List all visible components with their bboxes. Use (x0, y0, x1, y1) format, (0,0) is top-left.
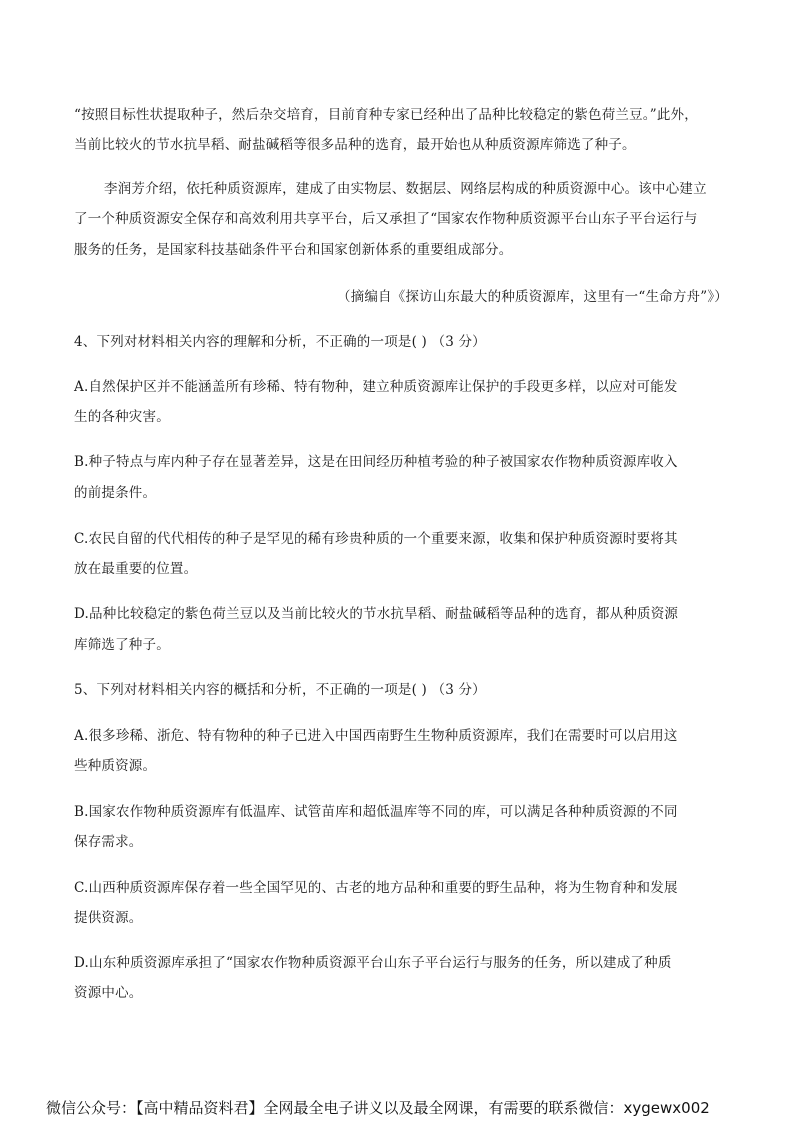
footer-promo-text: 微信公众号：【高中精品资料君】全网最全电子讲义以及最全网课，有需要的联系微信：xygewx002 (46, 1099, 710, 1117)
q5-option-a-line1: A.很多珍稀、浙危、特有物种的种子已进入中国西南野生生物种质资源库，我们在需要时可以启用这 (74, 728, 678, 744)
passage-p1-line1: “按照目标性状提取种子，然后杂交培育，目前育种专家已经种出了品种比较稳定的紫色荷兰豆。”此外， (74, 107, 698, 123)
q4-option-d-line2: 库筛选了种子。 (74, 637, 170, 653)
q5-option-a-line2: 些种质资源。 (74, 758, 157, 774)
q5-option-c-line1: C.山西种质资源库保存着一些全国罕见的、古老的地方品种和重要的野生品种，将为生物育种和发展 (74, 880, 678, 896)
q4-option-a-line2: 生的各种灾害。 (74, 409, 170, 425)
q5-option-d-line2: 资源中心。 (74, 985, 143, 1001)
passage-p2-line1: 李润芳介绍，依托种质资源库，建成了由实物层、数据层、网络层构成的种质资源中心。该中心建立 (104, 181, 707, 197)
q4-option-a-line1: A.自然保护区并不能涵盖所有珍稀、特有物种，建立种质资源库让保护的手段更多样，以应对可能发 (74, 379, 678, 395)
q4-option-b-line1: B.种子特点与库内种子存在显著差异，这是在田间经历种植考验的种子被国家农作物种质资源库收入 (74, 454, 678, 470)
q4-option-b-line2: 的前提条件。 (74, 485, 157, 501)
q5-stem: 5、下列对材料相关内容的概括和分析，不正确的一项是( ) （3 分） (74, 682, 486, 698)
q5-option-c-line2: 提供资源。 (74, 910, 143, 926)
q5-option-b-line1: B.国家农作物种质资源库有低温库、试管苗库和超低温库等不同的库，可以满足各种种质资源的不同 (74, 804, 678, 820)
q5-option-b-line2: 保存需求。 (74, 834, 143, 850)
passage-p1-line2: 当前比较火的节水抗旱稻、耐盐碱稻等很多品种的选育，最开始也从种质资源库筛选了种子。 (74, 137, 636, 153)
passage-p2-line2: 了一个种质资源安全保存和高效利用共享平台，后又承担了“国家农作物种质资源平台山东子平台运行与 (74, 211, 698, 227)
q4-option-c-line2: 放在最重要的位置。 (74, 561, 198, 577)
passage-source: （摘编自《探访山东最大的种质资源库，这里有一“生命方舟”》） (336, 289, 728, 305)
q4-option-c-line1: C.农民自留的代代相传的种子是罕见的稀有珍贵种质的一个重要来源，收集和保护种质资源时要将其 (74, 531, 678, 547)
q5-option-d-line1: D.山东种质资源库承担了“国家农作物种质资源平台山东子平台运行与服务的任务，所以建成了种质 (74, 955, 672, 971)
q4-option-d-line1: D.品种比较稳定的紫色荷兰豆以及当前比较火的节水抗旱稻、耐盐碱稻等品种的选育，都从种质资源 (74, 606, 679, 622)
q4-stem: 4、下列对材料相关内容的理解和分析，不正确的一项是( ) （3 分） (74, 334, 486, 350)
passage-p2-line3: 服务的任务，是国家科技基础条件平台和国家创新体系的重要组成部分。 (74, 242, 513, 258)
